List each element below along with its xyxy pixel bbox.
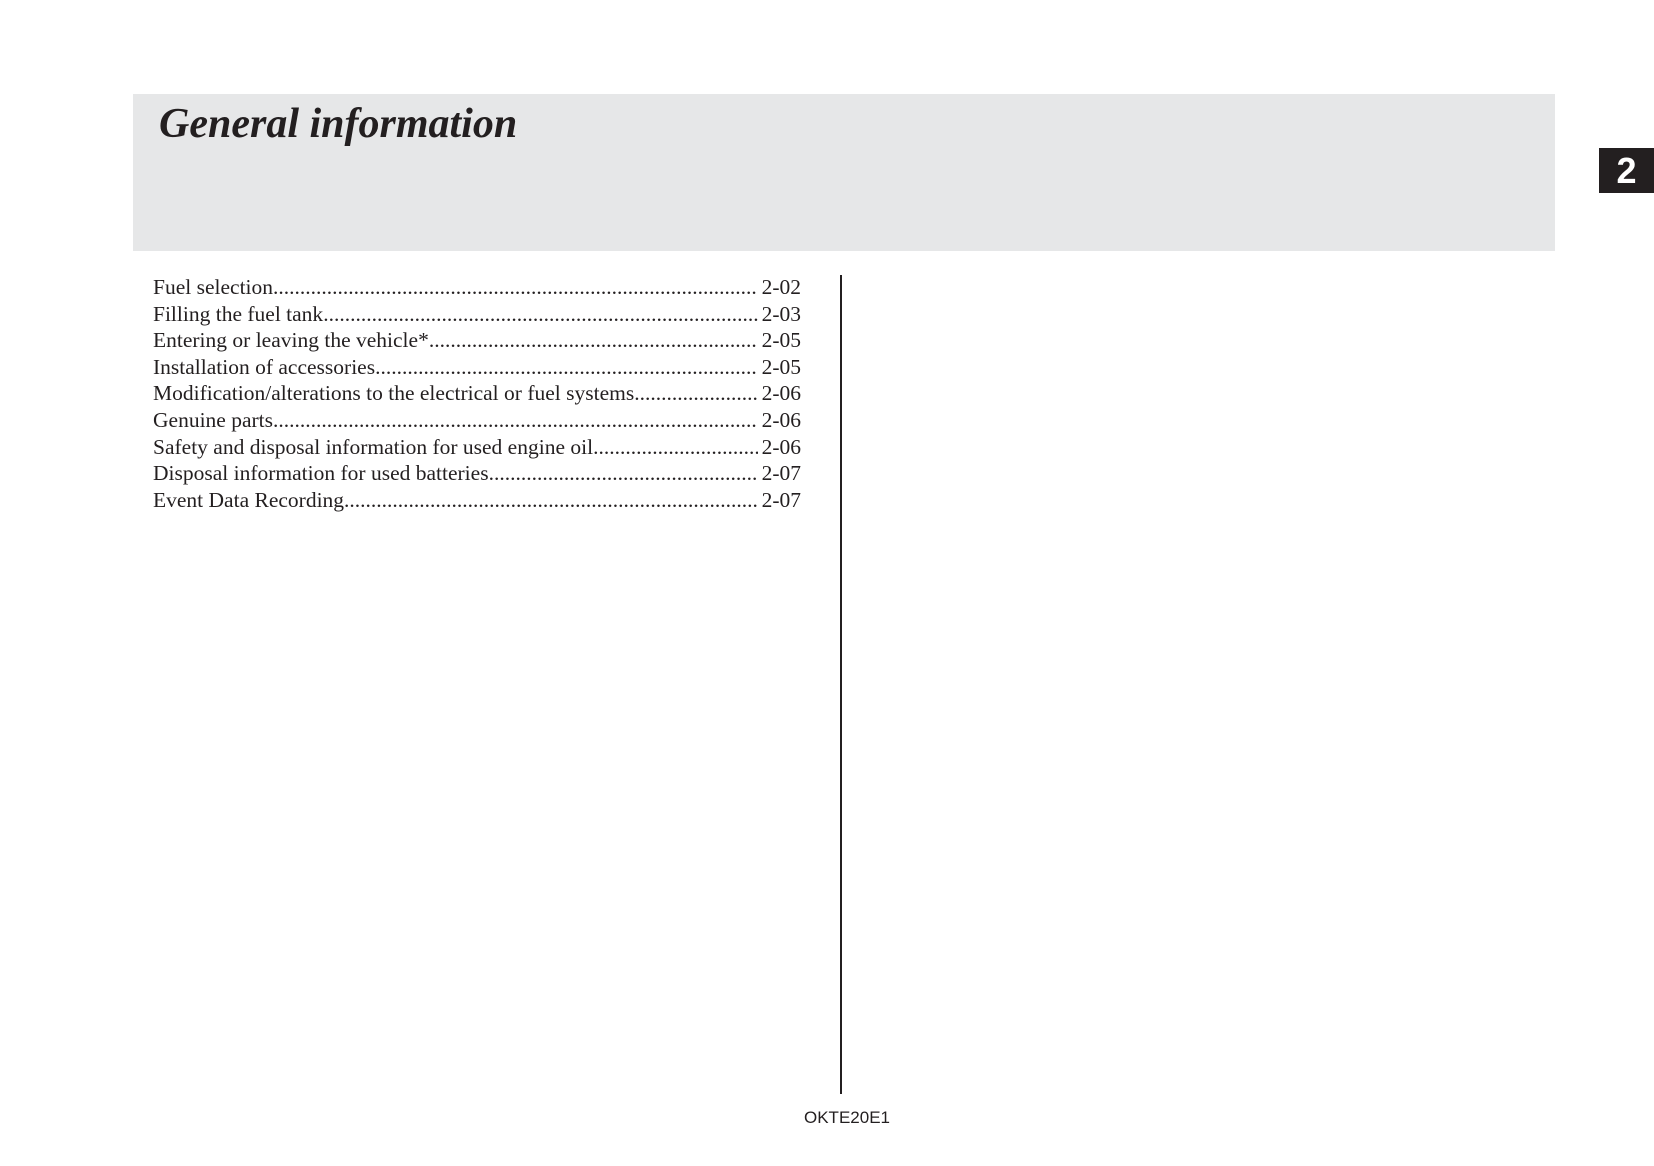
toc-leader-dots — [489, 460, 758, 487]
toc-entry-title: Modification/alterations to the electrical or fuel systems — [153, 381, 635, 406]
toc-entry-event-data-recording[interactable] — [153, 487, 801, 514]
table-of-contents — [153, 274, 801, 513]
toc-entry-fuel-selection[interactable] — [153, 274, 801, 301]
toc-entry-title: Fuel selection — [153, 275, 274, 299]
toc-entry-title: Disposal information for used batteries — [153, 461, 489, 486]
toc-entry-engine-oil-disposal[interactable] — [153, 434, 801, 461]
chapter-header-band — [133, 94, 1555, 251]
column-divider — [840, 275, 842, 1094]
toc-leader-dots — [323, 301, 757, 328]
toc-leader-dots — [375, 354, 757, 381]
chapter-tab[interactable]: 2 — [1599, 148, 1654, 193]
toc-entry-title: Filling the fuel tank — [153, 301, 324, 326]
toc-entry-filling-fuel-tank[interactable] — [153, 301, 801, 328]
toc-entry-page: 2-06 — [761, 407, 801, 432]
toc-entry-modification-alterations[interactable] — [153, 380, 801, 407]
toc-leader-dots — [593, 434, 758, 461]
toc-entry-installation-accessories[interactable] — [153, 354, 801, 381]
document-code: OKTE20E1 — [804, 1108, 890, 1127]
page-title: General information — [159, 101, 518, 147]
toc-entry-battery-disposal[interactable] — [153, 460, 801, 487]
toc-entry-page: 2-07 — [761, 461, 801, 486]
toc-entry-entering-leaving-vehicle[interactable] — [153, 327, 801, 354]
toc-entry-page: 2-03 — [761, 301, 801, 326]
toc-leader-dots — [273, 407, 758, 434]
toc-entry-title: Genuine parts — [153, 407, 274, 432]
toc-leader-dots — [273, 274, 758, 301]
toc-leader-dots — [344, 487, 758, 514]
toc-entry-page: 2-06 — [761, 434, 801, 459]
toc-entry-page: 2-02 — [761, 275, 801, 299]
toc-entry-page: 2-06 — [761, 381, 801, 406]
toc-entry-page: 2-05 — [761, 354, 801, 379]
toc-leader-dots — [429, 327, 758, 354]
toc-entry-page: 2-05 — [761, 328, 801, 353]
toc-entry-title: Entering or leaving the vehicle* — [153, 328, 429, 353]
toc-entry-title: Safety and disposal information for used engine oil — [153, 434, 594, 459]
toc-leader-dots — [634, 380, 757, 407]
toc-entry-title: Installation of accessories — [153, 354, 376, 379]
toc-entry-page: 2-07 — [761, 487, 801, 512]
toc-entry-genuine-parts[interactable] — [153, 407, 801, 434]
toc-entry-title: Event Data Recording — [153, 487, 345, 512]
